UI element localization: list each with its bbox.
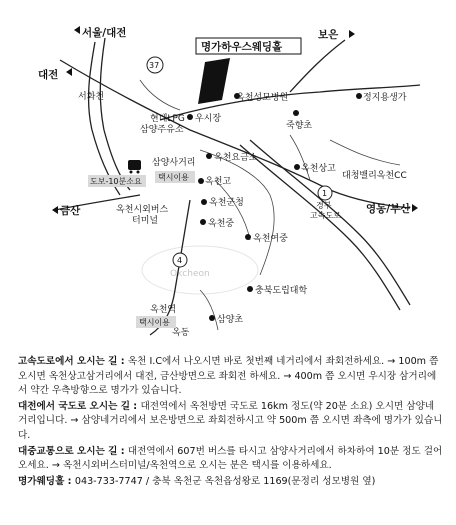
- svg-text:Okcheon: Okcheon: [170, 269, 210, 279]
- svg-text:서화천: 서화천: [78, 92, 105, 102]
- directions-text: [18, 355, 443, 490]
- svg-text:삼양주유소: 삼양주유소: [140, 125, 184, 135]
- svg-text:옥동: 옥동: [172, 328, 190, 338]
- watermark: [142, 246, 258, 294]
- svg-text:옥천중: 옥천중: [208, 219, 235, 229]
- svg-text:현대LPG: 현대LPG: [150, 114, 185, 124]
- arrow-icon: [412, 204, 418, 212]
- route-badge-37: [147, 57, 163, 73]
- svg-text:택시이용: 택시이용: [158, 173, 189, 182]
- svg-text:옥천역: 옥천역: [150, 305, 177, 315]
- taxi-tag-1: [155, 171, 195, 183]
- svg-text:옥천군청: 옥천군청: [209, 198, 244, 208]
- direction-labels: [38, 26, 418, 217]
- svg-text:영동/부산: 영동/부산: [366, 203, 411, 215]
- svg-text:고속도로: 고속도로: [310, 211, 341, 220]
- arrow-icon: [52, 206, 58, 214]
- svg-text:옥천고: 옥천고: [205, 177, 232, 187]
- svg-text:우시장: 우시장: [195, 114, 222, 124]
- svg-text:대전: 대전: [38, 69, 59, 81]
- svg-text:옥천요금소: 옥천요금소: [214, 153, 258, 163]
- arrow-icon: [66, 68, 72, 76]
- svg-text:옥천성모병원: 옥천성모병원: [236, 93, 289, 103]
- bus-icon: [128, 160, 141, 174]
- route-badge-4: [173, 253, 187, 267]
- venue-contact: 명가웨딩홀 : 043-733-7747 / 충북 옥천군 옥천읍성왕로 1169(문정리 성모병원 옆): [18, 475, 376, 487]
- svg-text:대청밸리옥천CC: 대청밸리옥천CC: [342, 171, 407, 181]
- svg-text:삼양초: 삼양초: [217, 315, 244, 325]
- walk-tag: [88, 175, 146, 187]
- svg-text:택시이용: 택시이용: [139, 318, 170, 327]
- svg-text:삼양사거리: 삼양사거리: [152, 158, 196, 168]
- venue-name: 명가하우스웨딩홀: [201, 41, 283, 53]
- svg-text:4: 4: [177, 256, 183, 265]
- directions-national-road: 대전에서 국도로 오시는 길 : 대전역에서 옥천방면 국도로 16km 정도(약 20분 소요) 오시면 삼양네거리입니다. → 삼양네거리에서 보은방면으로 좌회전하시고 약 500m 쯤 오시면 좌측에 명가가 있습니다.: [18, 400, 443, 441]
- svg-text:37: 37: [149, 61, 160, 70]
- svg-text:도보-10분소요: 도보-10분소요: [90, 177, 142, 186]
- arrow-icon: [349, 30, 355, 38]
- svg-text:터미널: 터미널: [132, 216, 159, 226]
- taxi-tag-2: [136, 316, 176, 328]
- place-labels: [78, 90, 407, 338]
- svg-text:금산: 금산: [60, 205, 81, 217]
- directions-public-transport: 대중교통으로 오시는 길 : 대전역에서 607번 버스를 타시고 삼양사거리에서 하차하여 10분 정도 걸어오세요. → 옥천시외버스터미널/옥천역으로 오시는 분은 택시를 이용하세요.: [18, 445, 443, 472]
- arrow-icon: [74, 26, 80, 34]
- svg-text:보은: 보은: [318, 29, 339, 41]
- svg-text:서울/대전: 서울/대전: [82, 27, 127, 39]
- svg-text:정지용생가: 정지용생가: [363, 93, 407, 103]
- svg-text:경부: 경부: [316, 201, 332, 210]
- svg-text:옥천상고: 옥천상고: [301, 164, 336, 174]
- svg-text:충북도립대학: 충북도립대학: [255, 286, 308, 296]
- svg-text:옥천여중: 옥천여중: [253, 234, 288, 244]
- svg-text:1: 1: [322, 189, 328, 198]
- svg-text:옥천시외버스: 옥천시외버스: [116, 205, 169, 215]
- svg-text:죽향초: 죽향초: [286, 121, 313, 131]
- directions-expressway: 고속도로에서 오시는 길 : 옥천 I.C에서 나오시면 바로 첫번째 네거리에서 좌회전하세요. → 100m 쯤 오시면 옥천상고삼거리에서 대전, 금산방면으로 좌회전 하세요. → 400m 쯤 오시면 우시장 삼거리에서 약간 우측방향으로 명가가 있습니다.: [18, 356, 439, 397]
- route-badge-1: [318, 186, 332, 200]
